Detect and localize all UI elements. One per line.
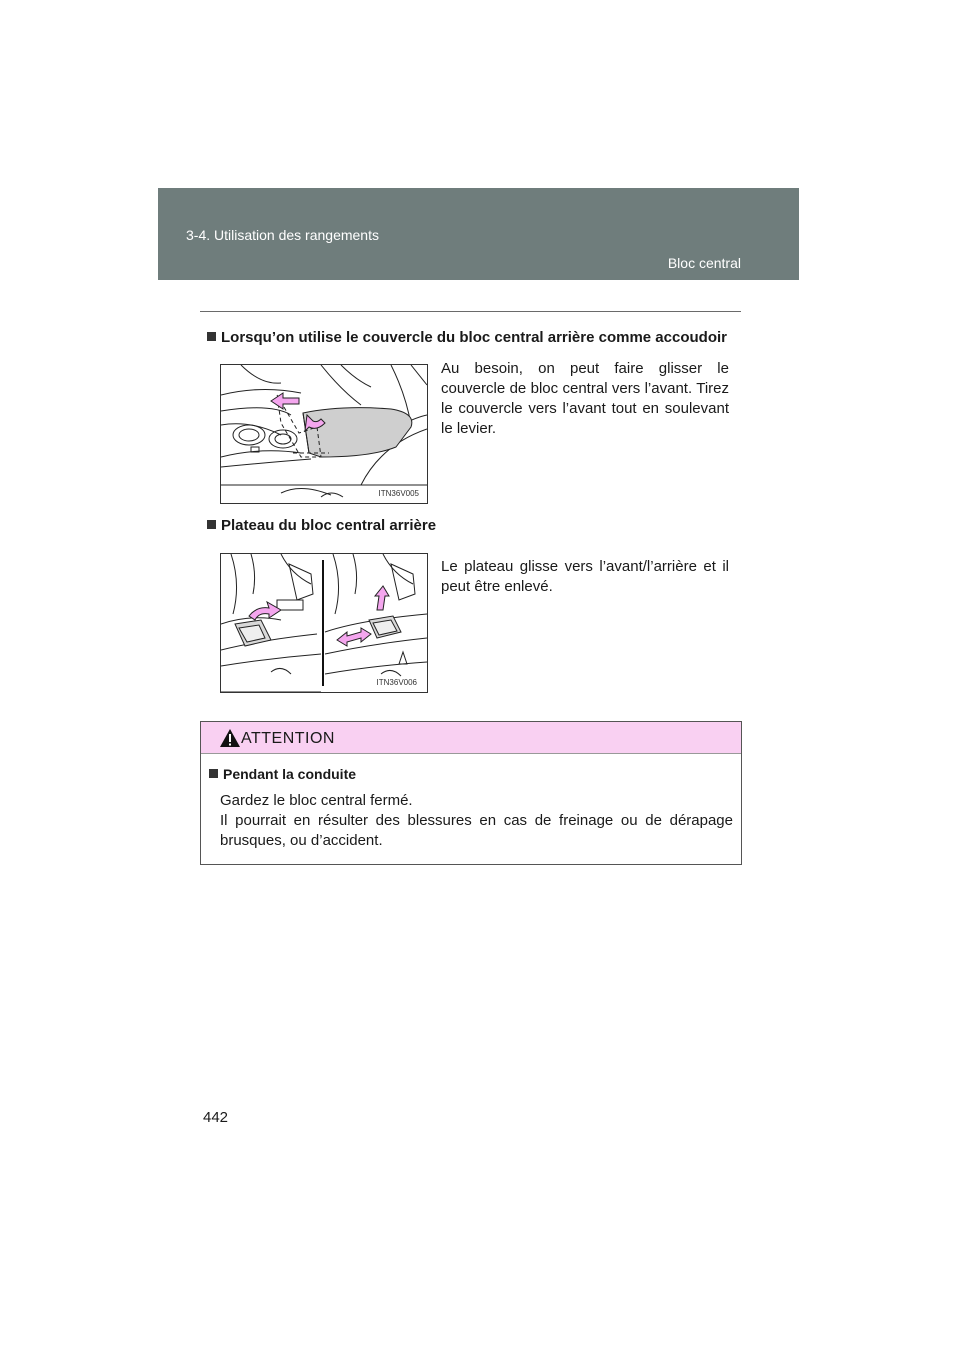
bullet-square-icon — [207, 520, 216, 529]
attention-line-2: Il pourrait en résulter des blessures en cas de freinage ou de dérapage brusques, ou d’accident. — [220, 812, 733, 849]
tray-drawing — [221, 554, 427, 692]
figure-code: ITN36V006 — [376, 678, 417, 687]
attention-line-1: Gardez le bloc central fermé. — [220, 792, 413, 809]
attention-subheading-text: Pendant la conduite — [223, 766, 357, 782]
section-text-armrest: Au besoin, on peut faire glisser le couvercle de bloc central vers l’avant. Tirez le couvercle vers l’avant tout en soulevant le levier. — [441, 360, 729, 437]
topic-title: Bloc central — [667, 255, 741, 271]
divider — [200, 311, 741, 312]
bullet-square-icon — [209, 769, 218, 778]
bullet-square-icon — [207, 332, 216, 341]
armrest-drawing — [221, 365, 427, 503]
attention-title: ATTENTION — [241, 730, 335, 747]
illustration-armrest — [220, 364, 428, 504]
attention-header — [201, 722, 741, 754]
heading-text: Lorsqu’on utilise le couvercle du bloc central arrière comme accoudoir — [221, 329, 727, 346]
page-number: 442 — [203, 1109, 229, 1126]
warning-triangle-icon — [219, 728, 241, 748]
heading-text: Plateau du bloc central arrière — [221, 517, 437, 534]
illustration-tray — [220, 553, 428, 693]
section-text-tray: Le plateau glisse vers l’avant/l’arrière et il peut être enlevé. — [441, 558, 729, 595]
attention-box — [200, 721, 742, 865]
attention-body — [220, 791, 733, 851]
section-heading-armrest — [207, 329, 727, 346]
attention-subheading — [209, 766, 356, 782]
section-heading-tray — [207, 517, 436, 534]
section-title: 3-4. Utilisation des rangements — [186, 227, 379, 243]
figure-code: ITN36V005 — [378, 489, 419, 498]
page-header — [158, 188, 799, 280]
